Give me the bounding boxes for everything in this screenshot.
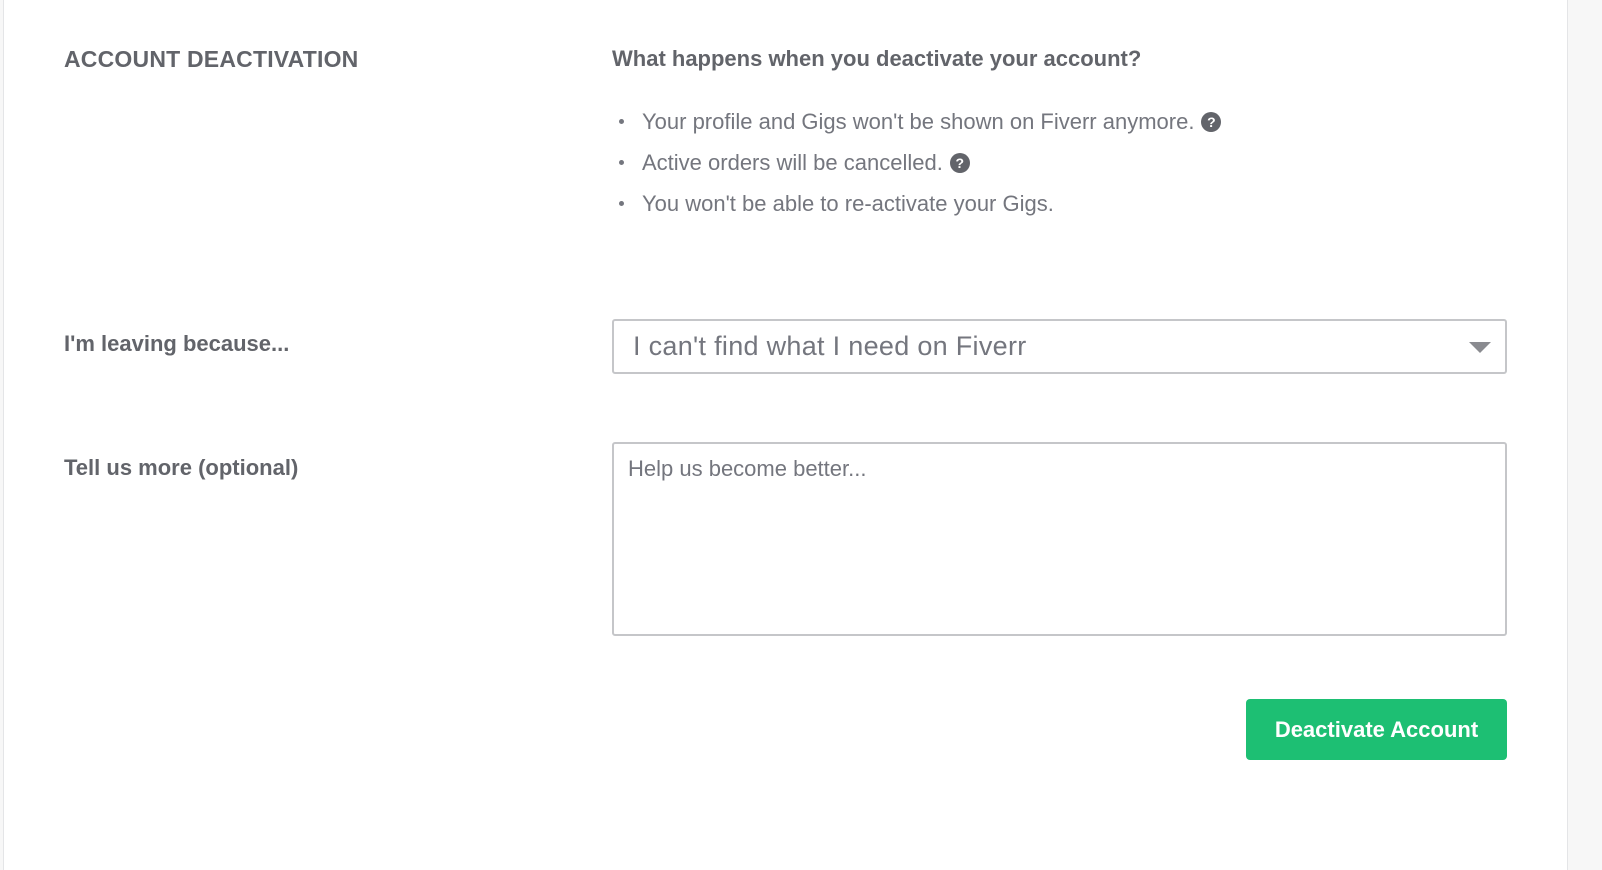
- deactivate-account-button[interactable]: Deactivate Account: [1246, 699, 1507, 760]
- reason-label: I'm leaving because...: [64, 331, 290, 356]
- bullet-icon: [619, 160, 624, 165]
- list-item: [612, 183, 1221, 224]
- chevron-down-icon: [1469, 342, 1491, 353]
- help-icon[interactable]: ?: [1201, 112, 1221, 132]
- reason-select-value: I can't find what I need on Fiverr: [633, 331, 1027, 361]
- bullet-icon: [619, 201, 624, 206]
- bullet-icon: [619, 119, 624, 124]
- feedback-textarea[interactable]: [612, 442, 1507, 636]
- reason-select[interactable]: [612, 319, 1507, 374]
- info-heading: What happens when you deactivate your account?: [612, 46, 1142, 71]
- list-item: [612, 101, 1221, 142]
- list-item-text: You won't be able to re-activate your Gigs.: [642, 190, 1054, 216]
- more-label: Tell us more (optional): [64, 455, 299, 480]
- help-icon[interactable]: ?: [950, 153, 970, 173]
- list-item-text: Your profile and Gigs won't be shown on Fiverr anymore.: [642, 108, 1195, 134]
- settings-panel: [3, 0, 1568, 870]
- list-item-text: Active orders will be cancelled.: [642, 149, 943, 175]
- section-title: ACCOUNT DEACTIVATION: [64, 46, 359, 72]
- list-item: [612, 142, 1221, 183]
- consequences-list: [612, 101, 1221, 224]
